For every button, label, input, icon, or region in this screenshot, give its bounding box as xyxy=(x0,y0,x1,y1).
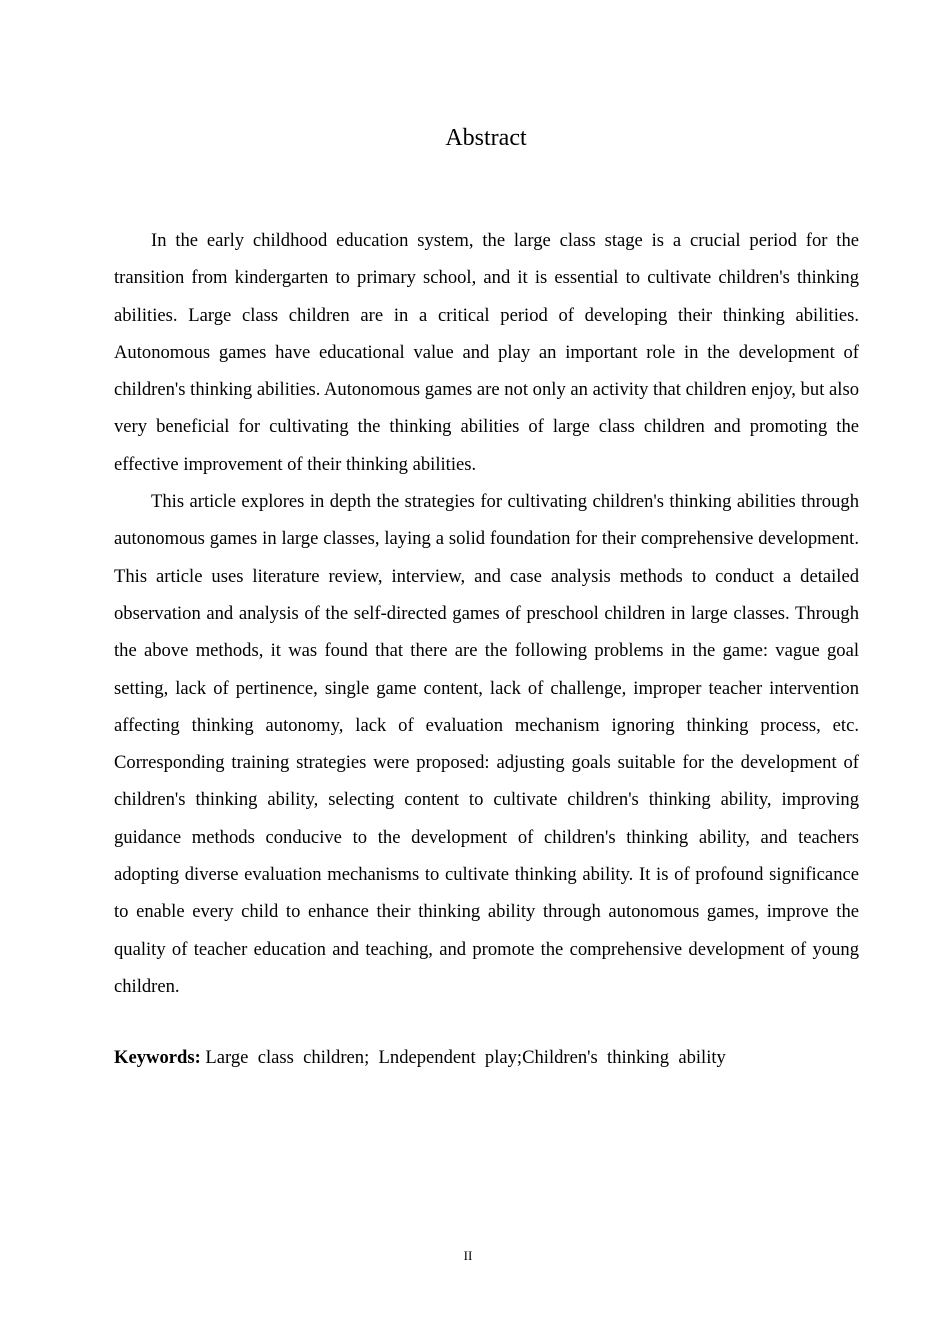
abstract-paragraph-1: In the early childhood education system, the large class stage is a crucial period for the transition from kindergarten to primary school, and it is essential to cultivate children's thinking abilities. Large class children are in a critical period of developing their thinking abilities. Autonomous games have educational value and play an important role in the development of children's thinking abilities. Autonomous games are not only an activity that children enjoy, but also very beneficial for cultivating the thinking abilities of large class children and promoting the effective improvement of their thinking abilities. xyxy=(114,230,859,475)
keywords-line xyxy=(114,1040,859,1076)
keywords-label: Keywords: xyxy=(114,1047,201,1068)
page-title: Abstract xyxy=(445,125,527,151)
abstract-body xyxy=(114,222,859,1005)
keywords-text: Large class children; Lndependent play;Children's thinking ability xyxy=(200,1047,726,1068)
abstract-paragraph-2: This article explores in depth the strategies for cultivating children's thinking abilities through autonomous games in large classes, laying a solid foundation for their comprehensive development. This article uses literature review, interview, and case analysis methods to conduct a detailed observation and analysis of the self-directed games of preschool children in large classes. Through the above methods, it was found that there are the following problems in the game: vague goal setting, lack of pertinence, single game content, lack of challenge, improper teacher intervention affecting thinking autonomy, lack of evaluation mechanism ignoring thinking process, etc. Corresponding training strategies were proposed: adjusting goals suitable for the development of children's thinking ability, selecting content to cultivate children's thinking ability, improving guidance methods conducive to the development of children's thinking ability, and teachers adopting diverse evaluation mechanisms to cultivate thinking ability. It is of profound significance to enable every child to enhance their thinking ability through autonomous games, improve the quality of teacher education and teaching, and promote the comprehensive development of young children. xyxy=(114,491,859,997)
page-number: II xyxy=(463,1248,473,1263)
